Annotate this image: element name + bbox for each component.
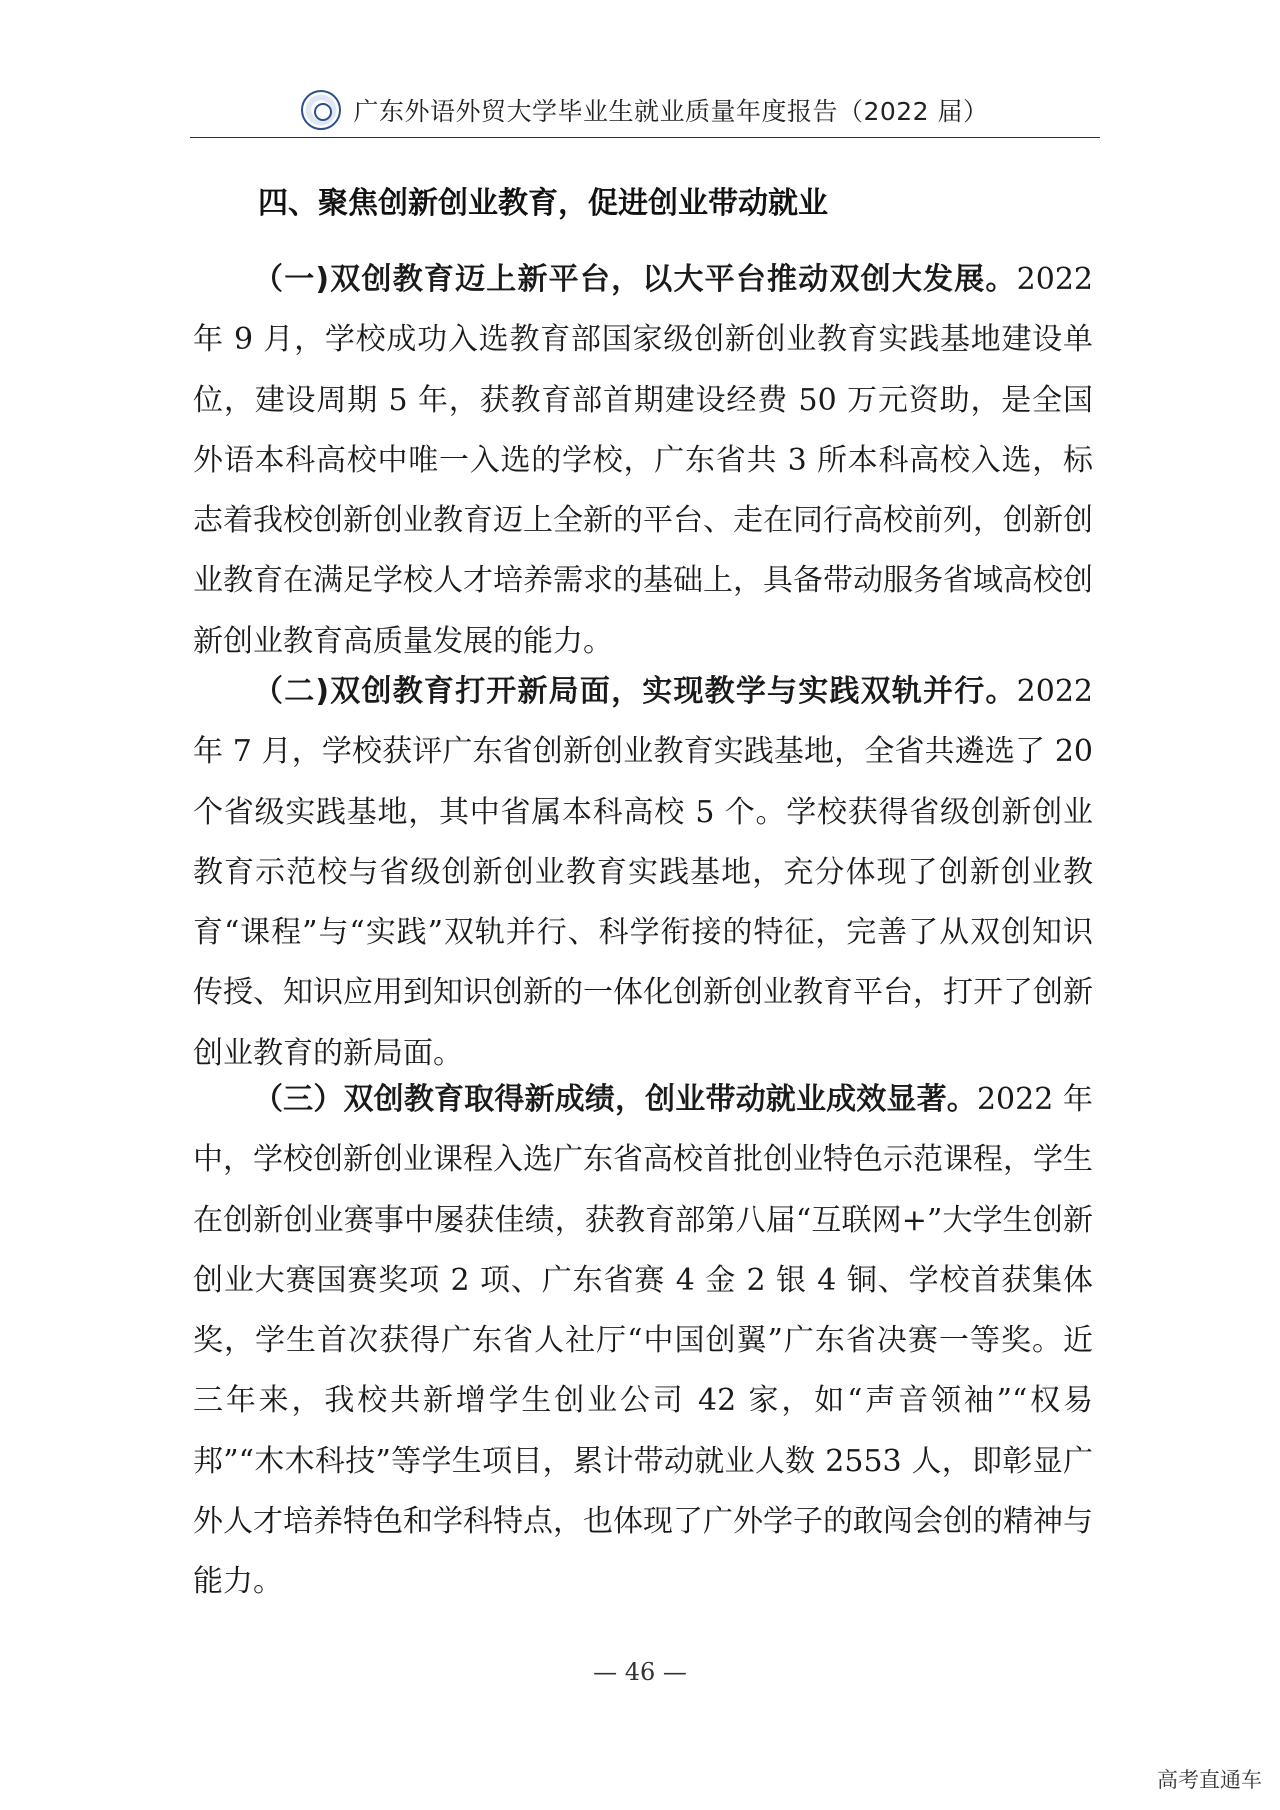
header-divider <box>190 137 1100 138</box>
section-heading: 四、聚焦创新创业教育，促进创业带动就业 <box>258 186 828 221</box>
paragraph-1-text: 2022 年 9 月，学校成功入选教育部国家级创新创业教育实践基地建设单位，建设周期 5 年，获教育部首期建设经费 50 万元资助，是全国外语本科高校中唯一入选的学校，广东省共 3 所本科高校入选，标志着我校创新创业教育迈上全新的平台、走在同行高校前列，创新创业教育在满足学校人才培养需求的基础上，具备带动服务省域高校创新创业教育高质量发展的能力。 <box>193 262 1093 659</box>
paragraph-2-lead: （二)双创教育打开新局面，实现教学与实践双轨并行。 <box>253 674 1017 709</box>
paragraph-1 <box>193 250 1093 672</box>
paragraph-3 <box>193 1070 1093 1613</box>
paragraph-3-text: 2022 年中，学校创新创业课程入选广东省高校首批创业特色示范课程，学生在创新创业赛事中屡获佳绩，获教育部第八届“互联网+”大学生创新创业大赛国赛奖项 2 项、广东省赛 4 金 2 银 4 铜、学校首获集体奖，学生首次获得广东省人社厅“中国创翼”广东省决赛一等奖。近三年来，我校共新增学生创业公司 42 家，如“声音领袖”“权易邦”“木木科技”等学生项目，累计带动就业人数 2553 人，即彰显广外人才培养特色和学科特点，也体现了广外学子的敢闯会创的精神与能力。 <box>193 1082 1094 1600</box>
paragraph-1-lead: （一)双创教育迈上新平台，以大平台推动双创大发展。 <box>253 262 1017 297</box>
page-header <box>190 88 1100 132</box>
report-title: 广东外语外贸大学毕业生就业质量年度报告（2022 届） <box>353 97 989 126</box>
paragraph-3-lead: （三）双创教育取得新成绩，创业带动就业成效显著。 <box>253 1082 977 1117</box>
page-number: — 46 — <box>593 1658 687 1686</box>
paragraph-2-text: 2022 年 7 月，学校获评广东省创新创业教育实践基地，全省共遴选了 20 个省级实践基地，其中省属本科高校 5 个。学校获得省级创新创业教育示范校与省级创新创业教育实践基地，充分体现了创新创业教育“课程”与“实践”双轨并行、科学衔接的特征，完善了从双创知识传授、知识应用到知识创新的一体化创新创业教育平台，打开了创新创业教育的新局面。 <box>193 674 1093 1071</box>
watermark-text: 高考直通车 <box>1157 1768 1262 1792</box>
paragraph-2 <box>193 662 1093 1084</box>
university-seal-icon <box>301 90 341 130</box>
